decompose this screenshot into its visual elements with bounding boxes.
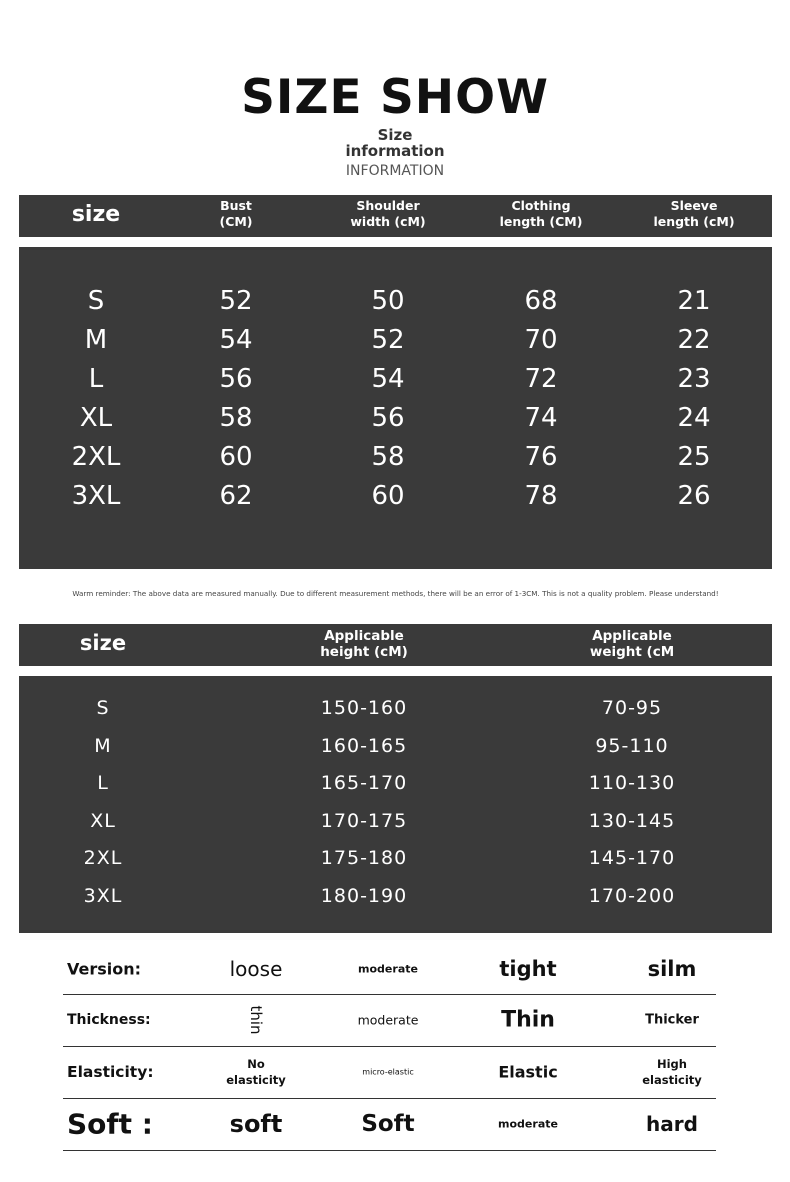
attribute-label: Elasticity: (67, 1063, 154, 1081)
size-cell: 3XL (83, 884, 123, 907)
fit-header-cell (320, 628, 408, 660)
warm-reminder: Warm reminder: The above data are measured manually. Due to different measurement methods, there will be an error of 1-3CM. This is not a quality problem. Please understand! (72, 589, 719, 598)
value-cell: 60 (219, 442, 253, 472)
fit-header-cell: size (79, 631, 127, 655)
measure-header-cell: size (71, 202, 121, 227)
value-cell: 70 (524, 325, 558, 355)
header-line: height (cM) (320, 644, 408, 660)
subtitle-line2: information (345, 142, 445, 160)
header-line: (CM) (219, 214, 253, 229)
attribute-option: micro-elastic (362, 1067, 414, 1077)
size-cell: XL (90, 809, 116, 832)
range-cell: 170-200 (588, 884, 676, 907)
header-line: Sleeve (670, 198, 718, 213)
attribute-option: Thin (501, 1007, 555, 1033)
range-cell: 175-180 (320, 847, 408, 869)
size-cell: 3XL (71, 481, 121, 511)
value-cell: 74 (524, 403, 558, 433)
value-cell: 23 (677, 364, 711, 394)
attribute-row (63, 1098, 716, 1151)
attribute-row (63, 994, 716, 1047)
attribute-option (642, 1056, 702, 1088)
value-cell: 54 (371, 364, 405, 394)
size-cell: XL (79, 403, 113, 433)
range-cell: 170-175 (320, 809, 408, 832)
measure-header-cell (350, 198, 425, 230)
value-cell: 21 (677, 286, 711, 316)
value-cell: 26 (677, 481, 711, 511)
value-cell: 68 (524, 286, 558, 316)
measure-header-cell (219, 198, 252, 230)
option-line: elasticity (642, 1073, 702, 1087)
option-line: No (247, 1057, 265, 1071)
value-cell: 58 (371, 442, 405, 472)
subtitle (0, 127, 790, 159)
range-cell: 150-160 (320, 697, 408, 719)
value-cell: 56 (371, 403, 405, 433)
attribute-option: moderate (498, 1117, 558, 1131)
attribute-row (63, 1046, 716, 1099)
header-line: length (CM) (499, 214, 583, 229)
fit-table-header (19, 624, 772, 666)
attribute-option: thin (247, 1005, 265, 1035)
attribute-option: Elastic (498, 1062, 558, 1082)
value-cell: 54 (219, 325, 253, 355)
range-cell: 95-110 (595, 734, 669, 757)
option-line: elasticity (226, 1073, 286, 1087)
value-cell: 50 (371, 286, 405, 316)
page-title: SIZE SHOW (241, 70, 549, 125)
value-cell: 56 (219, 364, 253, 394)
header-line: width (cM) (350, 214, 426, 229)
size-cell: S (96, 697, 110, 719)
range-cell: 165-170 (320, 772, 408, 794)
header-line: Applicable (592, 628, 672, 644)
range-cell: 110-130 (588, 772, 676, 794)
attribute-option: soft (229, 1110, 283, 1138)
attribute-label: Thickness: (67, 1012, 151, 1028)
option-line: High (656, 1057, 687, 1071)
value-cell: 72 (524, 364, 558, 394)
attribute-option: Thicker (645, 1012, 699, 1028)
header-line: Applicable (324, 628, 404, 644)
size-cell: 2XL (83, 847, 123, 869)
measure-header-cell (653, 198, 734, 230)
measure-table-body (19, 247, 772, 569)
size-cell: 2XL (71, 442, 121, 472)
value-cell: 60 (371, 481, 405, 511)
size-cell: M (84, 325, 108, 355)
value-cell: 76 (524, 442, 558, 472)
subtitle-en: INFORMATION (345, 163, 445, 179)
fit-table-body (19, 676, 772, 933)
measure-header-cell (500, 198, 583, 230)
range-cell: 180-190 (320, 884, 408, 907)
value-cell: 25 (677, 442, 711, 472)
value-cell: 52 (371, 325, 405, 355)
attribute-option: hard (646, 1112, 698, 1136)
attribute-option: silm (647, 957, 697, 981)
attribute-option: moderate (357, 1012, 419, 1028)
size-cell: L (88, 364, 104, 394)
header-line: Bust (220, 198, 252, 213)
attribute-option: moderate (358, 962, 418, 976)
attribute-option (226, 1056, 286, 1088)
header-line: weight (cM (589, 644, 675, 660)
header-line: Clothing (511, 198, 571, 213)
range-cell: 70-95 (601, 697, 663, 719)
attribute-option: Soft (361, 1111, 415, 1137)
value-cell: 22 (677, 325, 711, 355)
attribute-option: tight (499, 957, 557, 981)
value-cell: 52 (219, 286, 253, 316)
size-cell: S (87, 286, 105, 316)
measure-table-header (19, 195, 772, 237)
attribute-row (63, 944, 716, 995)
header-line: Shoulder (356, 198, 420, 213)
subtitle-line1: Size (377, 126, 413, 144)
range-cell: 145-170 (588, 847, 676, 869)
value-cell: 58 (219, 403, 253, 433)
attribute-label: Soft : (67, 1107, 153, 1141)
value-cell: 24 (677, 403, 711, 433)
value-cell: 62 (219, 481, 253, 511)
value-cell: 78 (524, 481, 558, 511)
header-line: length (cM) (653, 214, 735, 229)
fit-header-cell (590, 628, 674, 660)
size-cell: M (94, 734, 112, 757)
size-cell: L (97, 772, 109, 794)
range-cell: 130-145 (588, 809, 676, 832)
attribute-option: loose (229, 957, 283, 981)
range-cell: 160-165 (320, 734, 408, 757)
attribute-label: Version: (67, 959, 142, 979)
